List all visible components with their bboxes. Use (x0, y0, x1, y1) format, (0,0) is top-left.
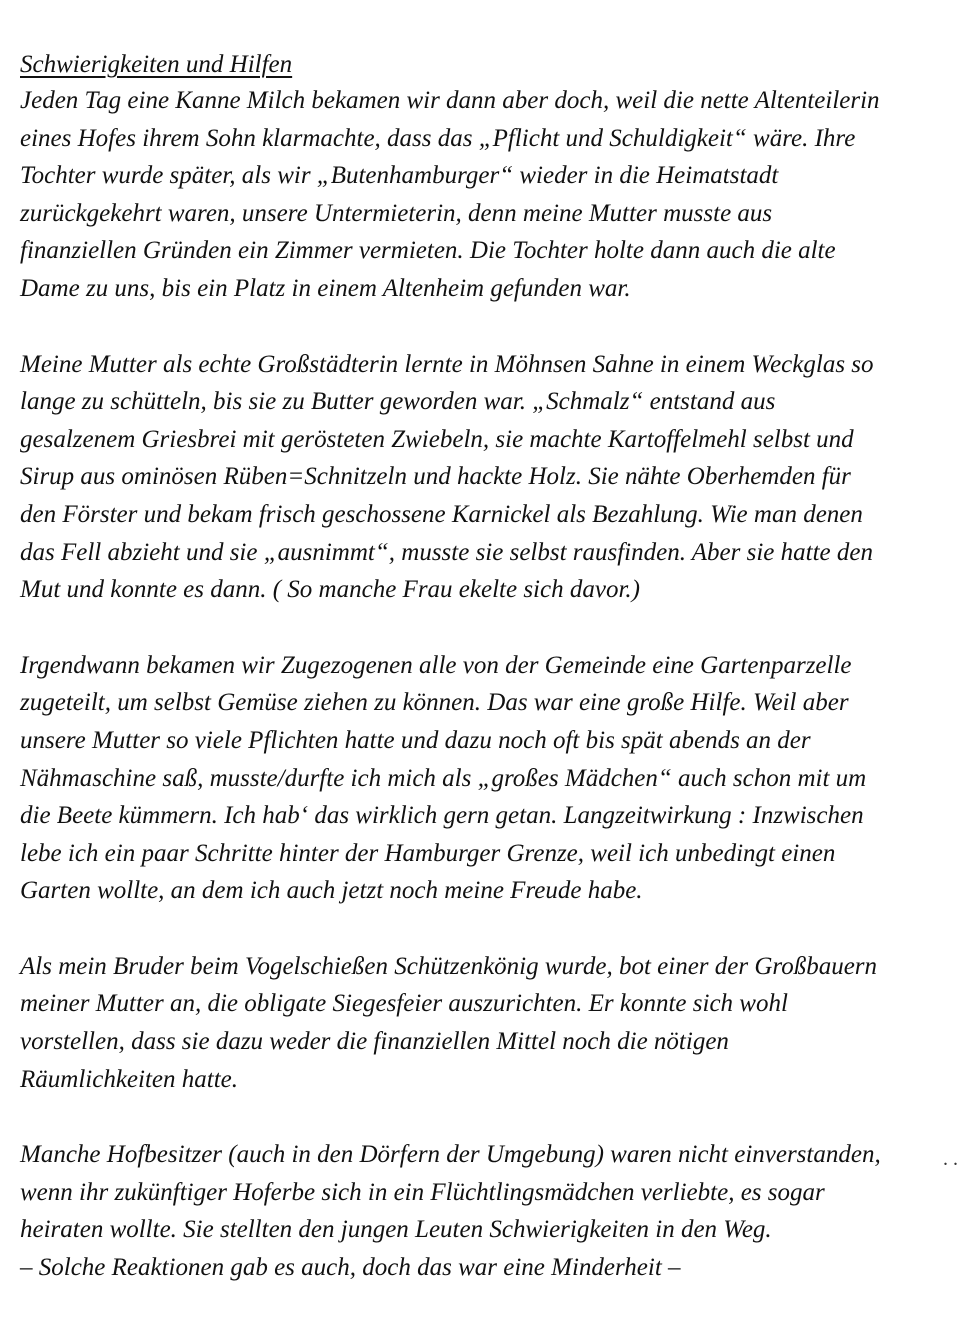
paragraph (20, 346, 940, 609)
text-line: finanziellen Gründen ein Zimmer vermieten. Die Tochter holte dann auch die alte (20, 237, 836, 265)
text-line: Nähmaschine saß, musste/durfte ich mich als „großes Mädchen“ auch schon mit um (20, 764, 867, 792)
text-line: das Fell abzieht und sie „ausnimmt“, musste sie selbst rausfinden. Aber sie hatte den (20, 538, 873, 566)
document-title: Schwierigkeiten und Hilfen (20, 51, 293, 78)
text-line: Dame zu uns, bis ein Platz in einem Altenheim gefunden war. (20, 274, 631, 302)
text-line: unsere Mutter so viele Pflichten hatte und dazu noch oft bis spät abends an der (20, 726, 811, 754)
text-line: Tochter wurde später, als wir „Butenhamburger“ wieder in die Heimatstadt (20, 162, 779, 190)
text-line: gesalzenem Griesbrei mit gerösteten Zwiebeln, sie machte Kartoffelmehl selbst und (20, 425, 854, 453)
text-line: zugeteilt, um selbst Gemüse ziehen zu können. Das war eine große Hilfe. Weil aber (20, 689, 849, 717)
paragraph (20, 948, 940, 1098)
document-page (20, 48, 940, 1287)
text-line: vorstellen, dass sie dazu weder die finanziellen Mittel noch die nötigen (20, 1028, 729, 1056)
text-line: Meine Mutter als echte Großstädterin lernte in Möhnsen Sahne in einem Weckglas so (20, 350, 874, 378)
text-line: Räumlichkeiten hatte. (20, 1065, 238, 1093)
text-line: Garten wollte, an dem ich auch jetzt noch meine Freude habe. (20, 877, 643, 905)
text-line: Irgendwann bekamen wir Zugezogenen alle von der Gemeinde eine Gartenparzelle (20, 651, 852, 679)
paragraph (20, 82, 940, 308)
paragraph (20, 1136, 940, 1286)
text-line: wenn ihr zukünftiger Hoferbe sich in ein Flüchtlingsmädchen verliebte, es sogar (20, 1178, 825, 1206)
paragraph-gap (20, 1098, 940, 1136)
document-body (20, 82, 940, 1287)
text-line: Sirup aus ominösen Rüben=Schnitzeln und hackte Holz. Sie nähte Oberhemden für (20, 463, 851, 491)
text-line: – Solche Reaktionen gab es auch, doch das war eine Minderheit – (20, 1254, 681, 1282)
text-line: den Förster und bekam frisch geschossene Karnickel als Bezahlung. Wie man denen (20, 500, 863, 528)
text-line: Jeden Tag eine Kanne Milch bekamen wir dann aber doch, weil die nette Altenteilerin (20, 87, 880, 114)
text-line: Manche Hofbesitzer (auch in den Dörfern der Umgebung) waren nicht einverstanden, (20, 1141, 881, 1169)
paragraph-gap (20, 910, 940, 948)
text-line: lange zu schütteln, bis sie zu Butter geworden war. „Schmalz“ entstand aus (20, 388, 776, 416)
text-line: Mut und konnte es dann. ( So manche Frau ekelte sich davor.) (20, 576, 640, 604)
paragraph (20, 647, 940, 910)
text-line: zurückgekehrt waren, unsere Untermieterin, denn meine Mutter musste aus (20, 199, 773, 227)
paragraph-gap (20, 609, 940, 647)
text-line: eines Hofes ihrem Sohn klarmachte, dass das „Pflicht und Schuldigkeit“ wäre. Ihre (20, 124, 856, 152)
text-line: heiraten wollte. Sie stellten den jungen Leuten Schwierigkeiten in den Weg. (20, 1216, 772, 1244)
text-line: Als mein Bruder beim Vogelschießen Schützenkönig wurde, bot einer der Großbauern (20, 952, 878, 980)
paragraph-gap (20, 308, 940, 346)
text-line: lebe ich ein paar Schritte hinter der Hamburger Grenze, weil ich unbedingt einen (20, 839, 836, 867)
text-line: meiner Mutter an, die obligate Siegesfeier auszurichten. Er konnte sich wohl (20, 990, 788, 1018)
margin-mark: . . (943, 1148, 958, 1170)
text-line: die Beete kümmern. Ich hab‘ das wirklich gern getan. Langzeitwirkung : Inzwischen (20, 802, 864, 830)
